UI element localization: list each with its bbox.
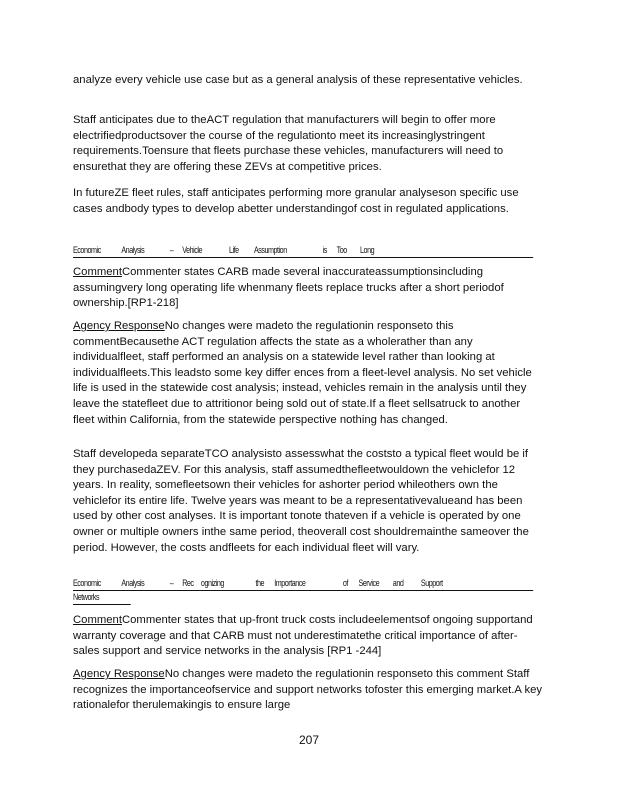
heading-line — [73, 577, 533, 591]
heading-word: – — [169, 578, 174, 588]
response-label: Agency Response — [73, 320, 165, 332]
heading-line — [73, 244, 533, 258]
response-text: No changes were madeto the regulationin responseto this comment Staff recognizes the importanceofservice and support networks tofoster this emerging market.A key rationalefor therulemakingis to ensure large — [73, 668, 543, 712]
comment-label: Comment — [73, 266, 122, 278]
paragraph-tco-analysis: Staff developeda separateTCO analysisto assesswhat the coststo a typical fleet would be if they purchasedaZEV. For this analysis, staff assumedthefleetwouldown the vehiclefor 12 years. In reality, somefleetsown their vehicles for ashorter period whileothers own the vehiclefor its entire life. Twelve years was meant to be a representativevalueand has been used by other cost analyses. It is important tonote thateven if a vehicle is operated by one owner or multiple owners inthe same period, theoverall cost shouldremainthe sameover the period. However, the costs andfleets for each individual fleet will vary. — [73, 448, 529, 554]
paragraph-act-manufacturers: Staff anticipates due to theACT regulation that manufacturers will begin to offer more electrifiedproductsover the course of the regulationto meet its increasinglystringent requirements.Toensure that fleets purchase these vehicles, manufacturers will need to ensurethat they are offering these ZEVs at competitive prices. — [73, 114, 504, 173]
response-text: No changes were madeto the regulationin responseto this commentBecausethe ACT regulation affects the state as a wholerather than any individualfleet, staff performed an analysis on a statewide level rather than looking at individualfleets.This leadsto some key differ ences from a fleet-level analysis. No set vehicle life is used in the statewide cost analysis; instead, vehicles remain in the analysis until they leave the statefleet due to attritionor being sold out of state.If a fleet sellsatruck to another fleet within California, from the statewide perspective nothing has changed. — [73, 320, 532, 426]
response-block-rp1-218 — [73, 319, 543, 428]
heading-word: Assumption — [253, 245, 287, 255]
heading-word: the — [255, 578, 265, 588]
heading-word: Analysis — [121, 245, 145, 255]
heading-word: Economic — [73, 578, 101, 588]
heading-word: is — [322, 245, 327, 255]
section-heading-service-networks — [73, 577, 443, 605]
page-number: 207 — [298, 733, 320, 747]
heading-word: Life — [229, 245, 239, 255]
heading-word: Service — [358, 578, 380, 588]
heading-line-2: Networks — [73, 591, 130, 605]
comment-text: Commenter states CARB made several inaccurateassumptionsincluding assumingvery long operating life whenmany fleets replace trucks after a short periodof ownership.[RP1-218] — [73, 266, 504, 310]
heading-word: ognizing — [200, 578, 224, 588]
heading-word: Importance — [274, 578, 306, 588]
comment-text: Commenter states that up-front truck costs includeelementsof ongoing supportand warranty coverage and that CARB must not underestimatethe critical importance of after-sales support and service networks in the analysis [RP1 -244] — [73, 614, 533, 658]
comment-block-rp1-218 — [73, 265, 543, 312]
heading-word: of — [342, 578, 348, 588]
heading-word: Support — [420, 578, 443, 588]
heading-word: Analysis — [121, 578, 145, 588]
heading-word: Economic — [73, 245, 101, 255]
heading-word: Vehicle — [182, 245, 203, 255]
heading-word: Rec — [182, 578, 194, 588]
paragraph-future-rules: In futureZE fleet rules, staff anticipates performing more granular analyseson specific use cases andbody types to develop abetter understandingof cost in regulated applications. — [73, 187, 519, 215]
section-heading-vehicle-life — [73, 244, 416, 258]
comment-label: Comment — [73, 614, 122, 626]
heading-word: Long — [360, 245, 375, 255]
heading-word: and — [392, 578, 404, 588]
comment-block-rp1-244 — [73, 613, 543, 660]
response-block-rp1-244 — [73, 667, 543, 714]
paragraph-intro: analyze every vehicle use case but as a general analysis of these representative vehicles. — [73, 74, 523, 86]
heading-word: Too — [336, 245, 347, 255]
response-label: Agency Response — [73, 668, 165, 680]
heading-word: – — [169, 245, 174, 255]
